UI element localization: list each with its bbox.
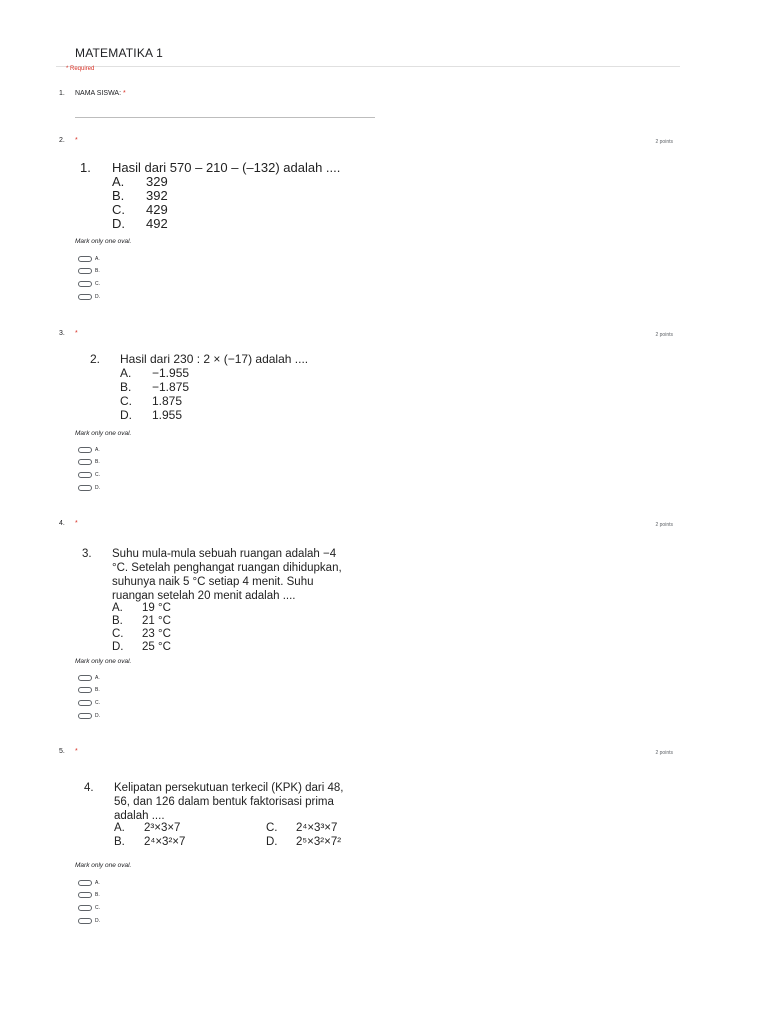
question-image-stem-line: suhunya naik 5 °C setiap 4 menit. Suhu [112, 576, 314, 588]
question-image [84, 782, 404, 852]
question-image [80, 160, 400, 234]
instruction-text: Mark only one oval. [75, 430, 132, 437]
radio-label: D. [95, 294, 100, 300]
option-letter: A. [112, 174, 125, 189]
radio-oval[interactable] [78, 713, 92, 719]
points-label: 2 points [655, 332, 673, 338]
question-image-stem: Hasil dari 230 : 2 × (−17) adalah .... [120, 352, 309, 366]
option-value: 329 [146, 174, 168, 189]
radio-option-b[interactable] [78, 458, 100, 466]
option-letter: C. [266, 822, 278, 834]
radio-oval[interactable] [78, 281, 92, 287]
option-value: 392 [146, 188, 168, 203]
question-image-stem-line: Suhu mula-mula sebuah ruangan adalah −4 [112, 548, 337, 560]
radio-label: B. [95, 459, 100, 465]
option-letter: A. [120, 366, 132, 380]
option-value: 25 °C [142, 641, 171, 653]
radio-oval[interactable] [78, 675, 92, 681]
option-value: 2³×3×7 [144, 822, 181, 834]
points-label: 2 points [655, 750, 673, 756]
radio-oval[interactable] [78, 268, 92, 274]
question-image-stem-line: Kelipatan persekutuan terkecil (KPK) dari 48, [114, 782, 344, 794]
radio-oval[interactable] [78, 256, 92, 262]
option-letter: D. [112, 216, 125, 231]
radio-oval[interactable] [78, 485, 92, 491]
radio-label: D. [95, 713, 100, 719]
radio-label: D. [95, 485, 100, 491]
option-letter: B. [112, 188, 125, 203]
option-value: 21 °C [142, 615, 171, 627]
option-value: 492 [146, 216, 168, 231]
option-letter: D. [120, 408, 132, 422]
question-image-stem-line: 56, dan 126 dalam bentuk faktorisasi prima [114, 796, 334, 808]
option-letter: B. [120, 380, 132, 394]
question-number: 2. [59, 137, 65, 144]
radio-oval[interactable] [78, 294, 92, 300]
radio-oval[interactable] [78, 918, 92, 924]
radio-option-d[interactable] [78, 293, 100, 301]
option-letter: C. [120, 394, 132, 408]
radio-oval[interactable] [78, 459, 92, 465]
question-number: 3. [59, 330, 65, 337]
option-value: 429 [146, 202, 168, 217]
required-note: * Required [66, 66, 95, 72]
radio-oval[interactable] [78, 472, 92, 478]
radio-option-d[interactable] [78, 917, 100, 925]
radio-option-b[interactable] [78, 267, 100, 275]
radio-option-d[interactable] [78, 712, 100, 720]
radio-label: A. [95, 675, 100, 681]
radio-label: C. [95, 472, 100, 478]
name-input[interactable] [75, 117, 375, 118]
option-value: 2⁵×3²×7² [296, 836, 342, 848]
radio-option-d[interactable] [78, 484, 100, 492]
radio-oval[interactable] [78, 687, 92, 693]
radio-oval[interactable] [78, 880, 92, 886]
question-image-number: 2. [90, 352, 101, 366]
option-letter: C. [112, 202, 125, 217]
points-label: 2 points [655, 139, 673, 145]
question-image-stem-line: adalah .... [114, 810, 165, 822]
radio-label: B. [95, 268, 100, 274]
required-star: * [75, 748, 78, 755]
instruction-text: Mark only one oval. [75, 238, 132, 245]
radio-option-c[interactable] [78, 904, 100, 912]
question-image-stem: Hasil dari 570 – 210 – (–132) adalah .... [112, 160, 341, 175]
radio-option-a[interactable] [78, 879, 100, 887]
question-number: 1. [59, 90, 65, 97]
header-divider [56, 66, 680, 67]
radio-option-c[interactable] [78, 699, 100, 707]
option-value: −1.955 [152, 366, 190, 380]
required-star: * [122, 90, 126, 97]
radio-oval[interactable] [78, 905, 92, 911]
instruction-text: Mark only one oval. [75, 658, 132, 665]
radio-label: B. [95, 892, 100, 898]
question-label-text: NAMA SISWA: [75, 90, 122, 97]
option-letter: D. [266, 836, 278, 848]
radio-option-a[interactable] [78, 674, 100, 682]
question-image [82, 548, 402, 654]
question-label [75, 90, 126, 97]
question-image-stem-line: ruangan setelah 20 menit adalah .... [112, 590, 296, 602]
option-letter: A. [112, 602, 123, 614]
option-letter: A. [114, 822, 125, 834]
question-image-stem-line: °C. Setelah penghangat ruangan dihidupkan, [112, 562, 342, 574]
radio-oval[interactable] [78, 700, 92, 706]
option-value: −1.875 [152, 380, 190, 394]
radio-option-a[interactable] [78, 446, 100, 454]
radio-label: A. [95, 256, 100, 262]
option-letter: D. [112, 641, 124, 653]
option-value: 2⁴×3²×7 [144, 836, 186, 848]
radio-label: C. [95, 281, 100, 287]
radio-option-b[interactable] [78, 891, 100, 899]
points-label: 2 points [655, 522, 673, 528]
radio-label: B. [95, 687, 100, 693]
required-star: * [75, 330, 78, 337]
question-image-number: 1. [80, 160, 91, 175]
option-value: 23 °C [142, 628, 171, 640]
option-value: 19 °C [142, 602, 171, 614]
question-number: 4. [59, 520, 65, 527]
radio-label: A. [95, 880, 100, 886]
option-value: 1.955 [152, 408, 183, 422]
required-star: * [75, 137, 78, 144]
option-letter: C. [112, 628, 124, 640]
radio-label: C. [95, 905, 100, 911]
required-star: * [75, 520, 78, 527]
radio-label: A. [95, 447, 100, 453]
radio-option-b[interactable] [78, 686, 100, 694]
question-image [90, 352, 390, 424]
question-image-number: 3. [82, 548, 92, 560]
option-value: 1.875 [152, 394, 183, 408]
option-letter: B. [114, 836, 125, 848]
radio-oval[interactable] [78, 447, 92, 453]
question-image-number: 4. [84, 782, 94, 794]
option-letter: B. [112, 615, 123, 627]
radio-option-a[interactable] [78, 255, 100, 263]
question-number: 5. [59, 748, 65, 755]
radio-oval[interactable] [78, 892, 92, 898]
instruction-text: Mark only one oval. [75, 862, 132, 869]
radio-label: C. [95, 700, 100, 706]
option-value: 2⁴×3³×7 [296, 822, 338, 834]
radio-option-c[interactable] [78, 471, 100, 479]
radio-label: D. [95, 918, 100, 924]
form-title: MATEMATIKA 1 [75, 46, 163, 60]
radio-option-c[interactable] [78, 280, 100, 288]
